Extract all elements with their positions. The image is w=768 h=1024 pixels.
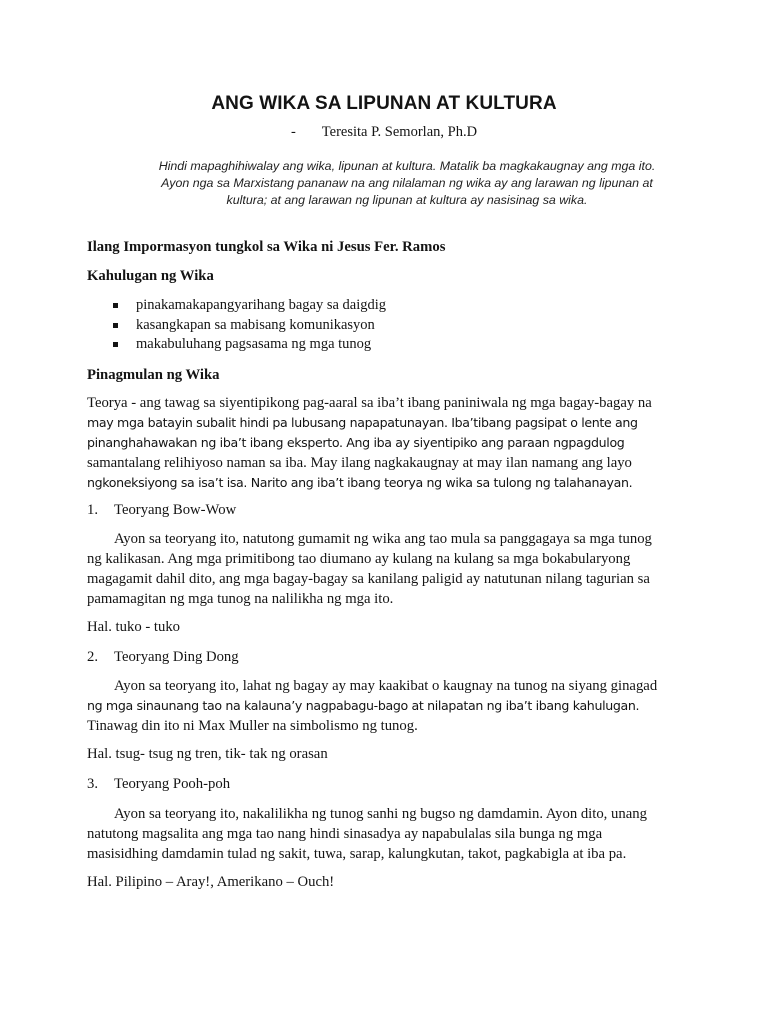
paragraph-line: magagamit dahil dito, ang mga bagay-bagay sa kanilang paligid ay natutunan nilang tagurian sa <box>87 571 650 587</box>
kahulugan-heading: Kahulugan ng Wika <box>87 268 214 284</box>
theory-name: Teoryang Ding Dong <box>114 649 239 665</box>
author-dash: - <box>290 124 296 140</box>
theory-number: 3. <box>87 776 99 792</box>
paragraph-line: Ayon sa teoryang ito, lahat ng bagay ay may kaakibat o kaugnay na tunog na siyang ginagad <box>114 678 658 694</box>
paragraph-line: Tinawag din ito ni Max Muller na simbolismo ng tunog. <box>87 718 418 734</box>
paragraph-line: pamamagitan ng mga tunog na nalilikha ng mga ito. <box>87 591 394 607</box>
paragraph-line: may mga batayin subalit hindi pa lubusang napapatunayan. Iba’tibang pagsipat o lente ang <box>87 415 638 430</box>
theory-name: Teoryang Pooh-poh <box>114 776 231 792</box>
kahulugan-list <box>111 296 386 355</box>
list-item: makabuluhang pagsasama ng mga tunog <box>111 335 386 355</box>
epigraph-line: kultura; at ang larawan ng lipunan at kultura ay nasisinag sa wika. <box>226 193 588 207</box>
pinagmulan-heading: Pinagmulan ng Wika <box>87 367 220 383</box>
epigraph <box>140 158 674 209</box>
paragraph-line: samantalang relihiyoso naman sa iba. May ilang nagkakaugnay at may ilan namang ang layo <box>87 455 632 471</box>
theory-paragraph <box>87 676 687 736</box>
author-line <box>0 124 768 141</box>
theory-name: Teoryang Bow-Wow <box>114 502 237 518</box>
epigraph-line: Hindi mapaghihiwalay ang wika, lipunan at kultura. Matalik ba magkakaugnay ang mga ito. <box>158 159 656 173</box>
document-title: ANG WIKA SA LIPUNAN AT KULTURA <box>211 93 557 114</box>
theory-paragraph <box>87 804 687 864</box>
section-heading: Ilang Impormasyon tungkol sa Wika ni Jesus Fer. Ramos <box>87 239 446 255</box>
theory-heading <box>87 774 687 794</box>
paragraph-line: pinanghahawakan ng iba’t ibang eksperto. Ang iba ay siyentipiko ang paraan ngpagdulog <box>87 435 625 450</box>
theory-example: Hal. tsug- tsug ng tren, tik- tak ng orasan <box>87 746 328 762</box>
theory-paragraph <box>87 529 687 609</box>
paragraph-line: Ayon sa teoryang ito, nakalilikha ng tunog sanhi ng bugso ng damdamin. Ayon dito, unang <box>114 806 647 822</box>
theory-example: Hal. tuko - tuko <box>87 619 181 635</box>
author-name: Teresita P. Semorlan, Ph.D <box>321 124 478 140</box>
paragraph-line: Ayon sa teoryang ito, natutong gumamit ng wika ang tao mula sa panggagaya sa mga tunog <box>114 531 652 547</box>
epigraph-line: Ayon nga sa Marxistang pananaw na ang nilalaman ng wika ay ang larawan ng lipunan at <box>161 176 653 190</box>
paragraph-line: Teorya - ang tawag sa siyentipikong pag-aaral sa iba’t ibang paniniwala ng mga bagay-bagay na <box>87 395 652 411</box>
list-item: kasangkapan sa mabisang komunikasyon <box>111 316 386 336</box>
paragraph-line: ng mga sinaunang tao na kalauna’y nagpabagu-bago at nilapatan ng iba’t ibang kahulugan. <box>87 698 640 713</box>
theory-example: Hal. Pilipino – Aray!, Amerikano – Ouch! <box>87 874 335 890</box>
theory-heading <box>87 647 687 667</box>
paragraph-line: ngkoneksiyong sa isa’t isa. Narito ang iba’t ibang teorya ng wika sa tulong ng talahanayan. <box>87 475 633 490</box>
theory-number: 2. <box>87 649 99 665</box>
paragraph-line: masisidhing damdamin tulad ng sakit, tuwa, sarap, kalungkutan, takot, pagkabigla at iba pa. <box>87 846 627 862</box>
theory-number: 1. <box>87 502 99 518</box>
list-item: pinakamakapangyarihang bagay sa daigdig <box>111 296 386 316</box>
theory-heading <box>87 500 687 520</box>
paragraph-line: natutong magsalita ang mga tao nang hindi sinasadya ay napabulalas sila bunga ng mga <box>87 826 603 842</box>
pinagmulan-paragraph <box>87 393 687 493</box>
paragraph-line: ng kalikasan. Ang mga primitibong tao diumano ay kulang na kulang sa mga bokabularyong <box>87 551 631 567</box>
